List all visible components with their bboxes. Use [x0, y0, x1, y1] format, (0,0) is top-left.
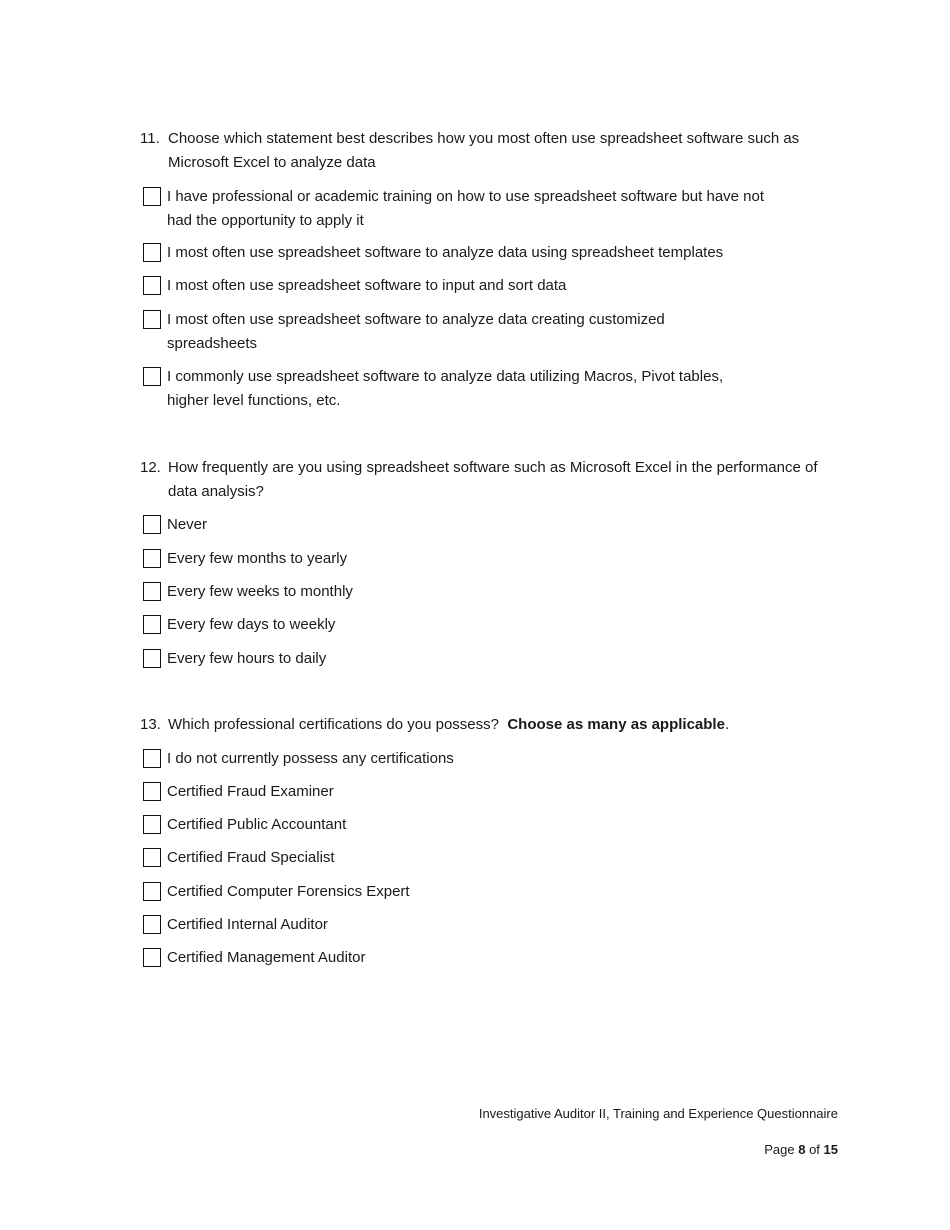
- question-number: 13.: [140, 716, 161, 733]
- option-label: I have professional or academic training on how to use spreadsheet software but have not had the opportunity to apply it: [167, 188, 765, 229]
- question-12: [140, 456, 840, 667]
- option-label: Certified Fraud Examiner: [167, 783, 334, 800]
- checkbox[interactable]: [143, 948, 161, 967]
- option-item[interactable]: [140, 846, 767, 870]
- option-label: Certified Public Accountant: [167, 816, 347, 833]
- checkbox[interactable]: [143, 915, 161, 934]
- question-suffix: .: [724, 716, 730, 733]
- checkbox[interactable]: [143, 310, 161, 329]
- checkbox[interactable]: [143, 649, 161, 668]
- option-item[interactable]: [140, 880, 767, 904]
- page-current: 8: [798, 1142, 806, 1157]
- option-label: Every few months to yearly: [167, 550, 348, 567]
- page-prefix: Page: [764, 1142, 795, 1157]
- option-item[interactable]: [140, 946, 767, 970]
- checkbox[interactable]: [143, 243, 161, 262]
- question-text: How frequently are you using spreadsheet software such as Microsoft Excel in the performance of data analysis?: [168, 459, 818, 500]
- page-number: [764, 1142, 838, 1157]
- option-item[interactable]: [140, 547, 767, 571]
- checkbox[interactable]: [143, 815, 161, 834]
- checkbox[interactable]: [143, 749, 161, 768]
- option-label: I do not currently possess any certifications: [167, 750, 454, 767]
- option-label: I most often use spreadsheet software to analyze data using spreadsheet templates: [167, 244, 724, 261]
- checkbox[interactable]: [143, 582, 161, 601]
- option-label: Certified Fraud Specialist: [167, 849, 335, 866]
- option-item[interactable]: [140, 780, 767, 804]
- question-number: 11.: [140, 130, 160, 147]
- question-emphasis: Choose as many as applicable: [507, 716, 725, 733]
- question-11: [140, 127, 840, 409]
- option-label: I most often use spreadsheet software to analyze data creating customized spreadsheets: [167, 311, 665, 352]
- option-label: Certified Computer Forensics Expert: [167, 883, 410, 900]
- option-label: Never: [167, 516, 208, 533]
- option-item[interactable]: [140, 647, 767, 671]
- checkbox[interactable]: [143, 782, 161, 801]
- option-label: I most often use spreadsheet software to input and sort data: [167, 277, 567, 294]
- option-item[interactable]: [140, 513, 767, 537]
- option-item[interactable]: [140, 185, 767, 233]
- question-text: Choose which statement best describes how you most often use spreadsheet software such as Microsoft Excel to analyze data: [168, 130, 800, 171]
- option-item[interactable]: [140, 613, 767, 637]
- footer-title: Investigative Auditor II, Training and Experience Questionnaire: [478, 1106, 838, 1121]
- page-of: of: [809, 1142, 820, 1157]
- option-label: I commonly use spreadsheet software to analyze data utilizing Macros, Pivot tables, higher level functions, etc.: [167, 368, 724, 409]
- option-label: Every few weeks to monthly: [167, 583, 353, 600]
- option-item[interactable]: [140, 308, 697, 356]
- option-item[interactable]: [140, 747, 767, 771]
- checkbox[interactable]: [143, 367, 161, 386]
- option-item[interactable]: [140, 274, 767, 298]
- checkbox[interactable]: [143, 187, 161, 206]
- option-label: Every few days to weekly: [167, 616, 336, 633]
- question-number: 12.: [140, 459, 161, 476]
- question-13: [140, 713, 840, 966]
- option-item[interactable]: [140, 813, 767, 837]
- option-item[interactable]: [140, 241, 767, 265]
- checkbox[interactable]: [143, 615, 161, 634]
- page-total: 15: [823, 1142, 838, 1157]
- option-item[interactable]: [140, 580, 767, 604]
- checkbox[interactable]: [143, 848, 161, 867]
- question-text-main: Which professional certifications do you possess?: [168, 716, 499, 733]
- question-text: [168, 713, 840, 737]
- checkbox[interactable]: [143, 882, 161, 901]
- checkbox[interactable]: [143, 276, 161, 295]
- checkbox[interactable]: [143, 549, 161, 568]
- option-label: Certified Internal Auditor: [167, 916, 328, 933]
- option-label: Certified Management Auditor: [167, 949, 366, 966]
- option-item[interactable]: [140, 365, 757, 413]
- checkbox[interactable]: [143, 515, 161, 534]
- option-item[interactable]: [140, 913, 767, 937]
- option-label: Every few hours to daily: [167, 650, 327, 667]
